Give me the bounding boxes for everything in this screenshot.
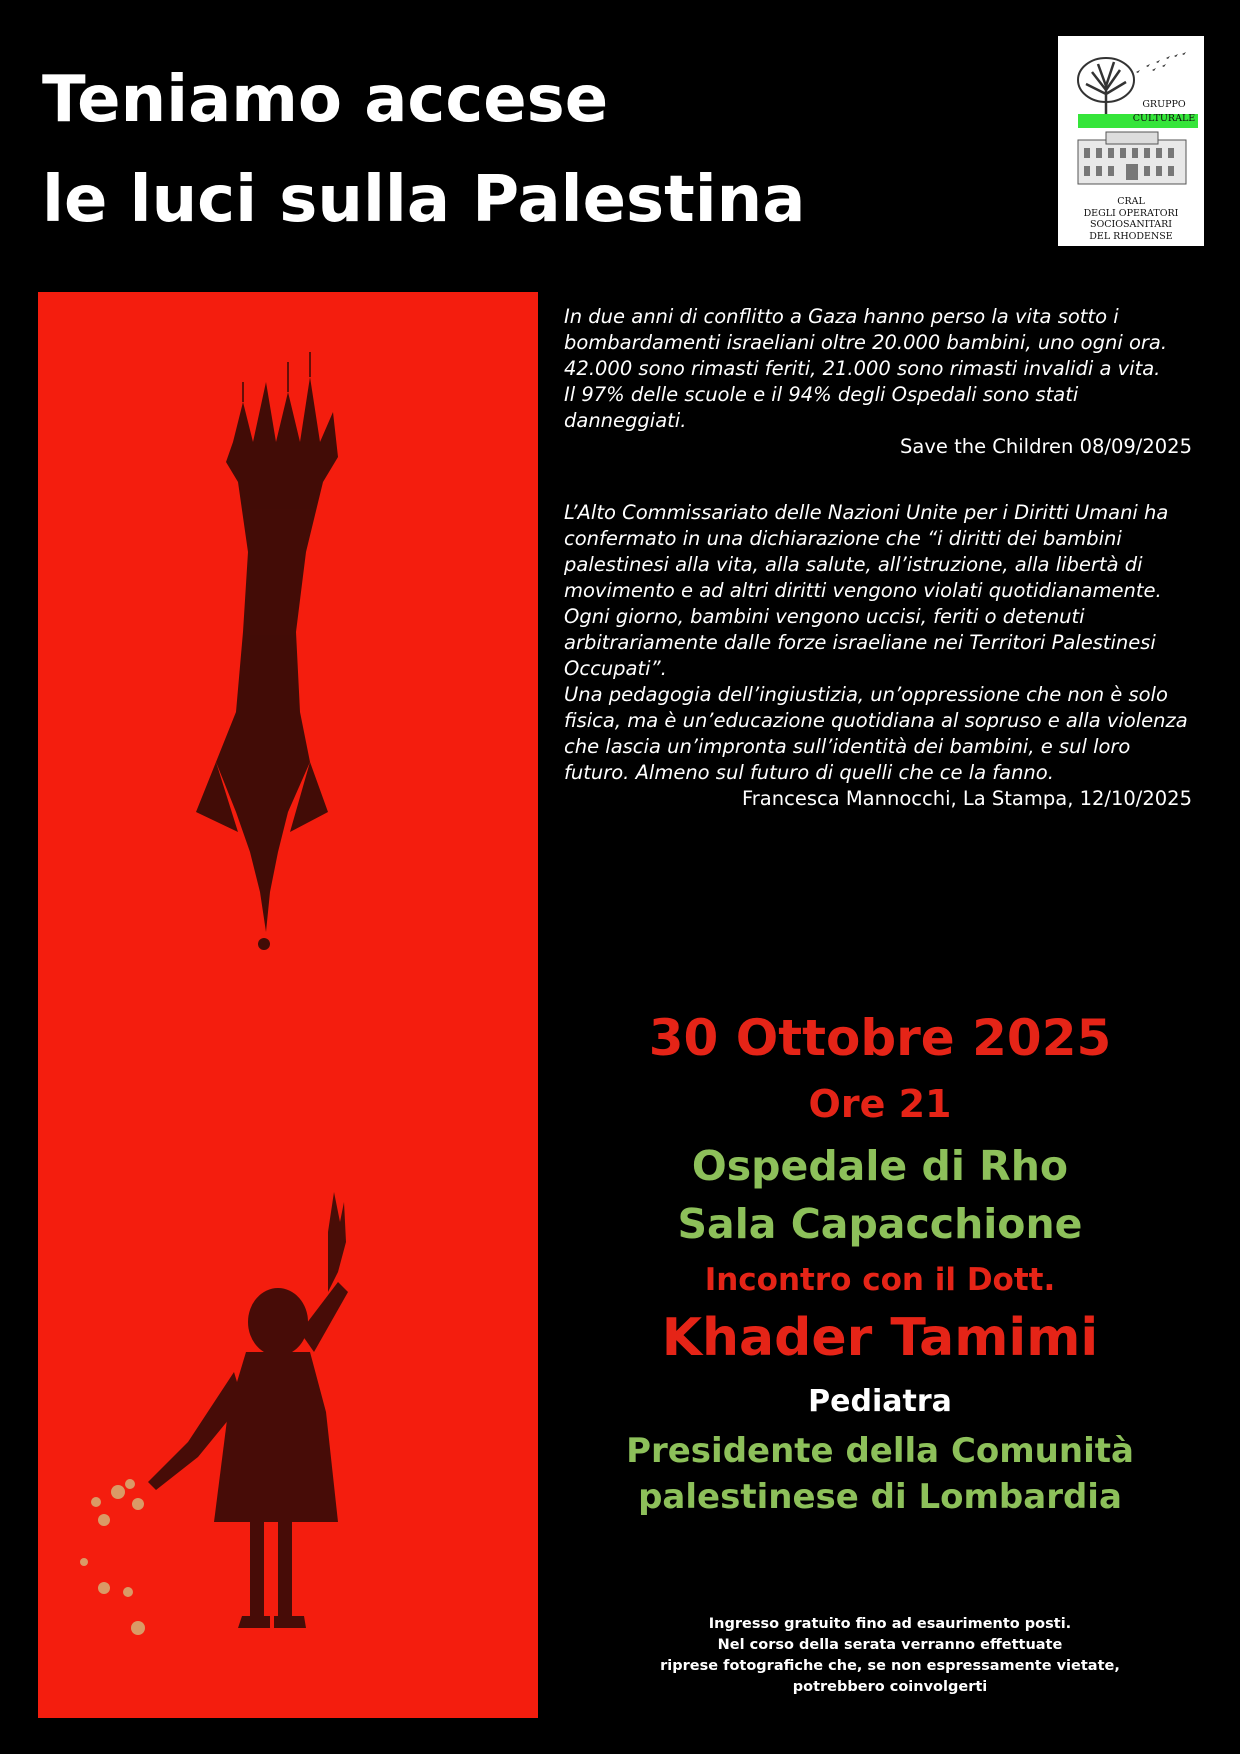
footer-line-1: Ingresso gratuito fino ad esaurimento posti.: [708, 1616, 1072, 1632]
article-text: [564, 304, 1192, 812]
event-time: Ore 21: [808, 1082, 952, 1126]
footer-notice: [600, 1614, 1180, 1698]
poster-title: [42, 50, 805, 250]
logo-gruppo-culturale: GRUPPO CULTURALE: [1132, 99, 1196, 124]
event-date: 30 Ottobre 2025: [648, 1009, 1112, 1067]
source-save-the-children: Save the Children 08/09/2025: [900, 435, 1192, 458]
title-line-2: le luci sulla Palestina: [42, 163, 806, 237]
logo-cral-text: CRAL DEGLI OPERATORI SOCIOSANITARI DEL RHODENSE: [1083, 196, 1179, 242]
speaker-name: Khader Tamimi: [661, 1308, 1099, 1368]
paragraph-gaza-children: In due anni di conflitto a Gaza hanno perso la vita sotto i bombardamenti israeliani oltre 20.000 bambini, uno ogni ora. 42.000 sono rimasti feriti, 21.000 sono rimasti invalidi a vita.: [564, 305, 1168, 380]
event-place-hospital: Ospedale di Rho: [691, 1142, 1069, 1190]
speaker-role: Pediatra: [808, 1384, 952, 1419]
source-la-stampa: Francesca Mannocchi, La Stampa, 12/10/2025: [741, 787, 1192, 810]
speaker-position-line-2: palestinese di Lombardia: [638, 1477, 1122, 1517]
hospital-building-icon: [1076, 130, 1188, 190]
paragraph-un-statement: L’Alto Commissariato delle Nazioni Unite per i Diritti Umani ha confermato in una dichiarazione che “i diritti dei bambini palestinesi alla vita, alla salute, all’istruzione, alla libertà di movimento e ad altri diritti vengono violati quotidianamente. Ogni giorno, bambini vengono uccisi, feriti o detenuti arbitrariamente dalle forze israeliane nei Territori Palestinesi Occupati”.: [564, 501, 1169, 680]
footer-line-2: Nel corso della serata verranno effettuate: [717, 1637, 1063, 1653]
footer-line-3: riprese fotografiche che, se non espressamente vietate,: [660, 1658, 1120, 1674]
paragraph-schools-hospitals: Il 97% delle scuole e il 94% degli Ospedali sono stati danneggiati.: [564, 383, 1079, 432]
cral-logo: [1058, 36, 1204, 246]
paragraph-pedagogy: Una pedagogia dell’ingiustizia, un’oppressione che non è solo fisica, ma è un’educazione quotidiana al sopruso e alla violenza che lascia un’impronta sull’identità dei bambini, e sul loro futuro. Almeno sul futuro di quelli che ce la fanno.: [564, 683, 1188, 784]
event-intro: Incontro con il Dott.: [704, 1262, 1056, 1298]
child-silhouette-illustration: [38, 292, 538, 1718]
artwork-panel: [38, 292, 538, 1718]
speaker-position-line-1: Presidente della Comunità: [626, 1431, 1134, 1471]
event-place-room: Sala Capacchione: [677, 1200, 1083, 1248]
title-line-1: Teniamo accese: [42, 63, 609, 137]
footer-line-4: potrebbero coinvolgerti: [792, 1679, 988, 1695]
